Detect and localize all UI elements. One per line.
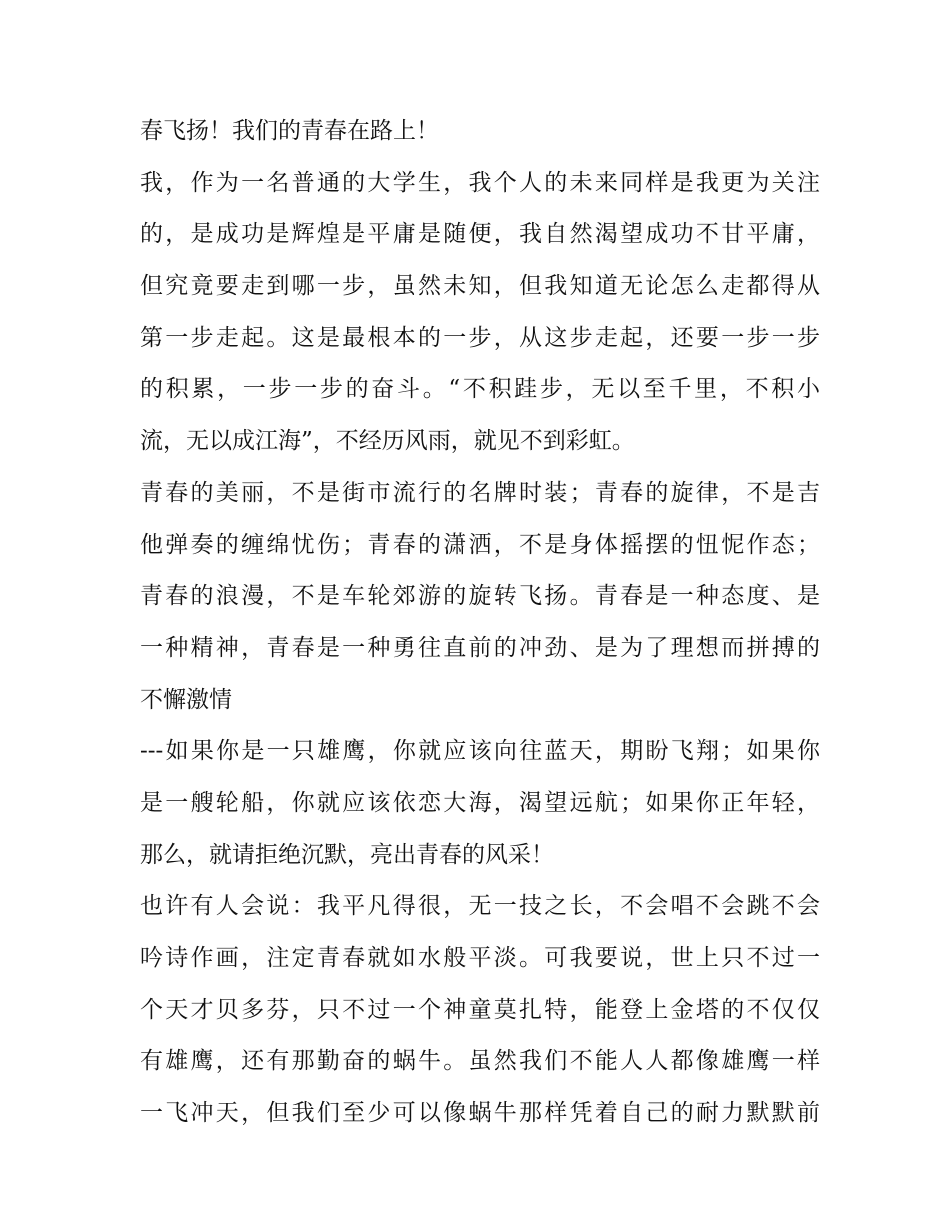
text-line: 那么，就请拒绝沉默，亮出青春的风采！ bbox=[140, 841, 554, 868]
text-line: 我，作为一名普通的大学生，我个人的未来同样是我更为关注 bbox=[140, 169, 820, 196]
text-line: 一飞冲天，但我们至少可以像蜗牛那样凭着自己的耐力默默前 bbox=[140, 1100, 820, 1127]
text-line: 是一艘轮船，你就应该依恋大海，渴望远航；如果你正年轻， bbox=[140, 789, 820, 816]
text-line: 个天才贝多芬，只不过一个神童莫扎特，能登上金塔的不仅仅 bbox=[140, 996, 820, 1023]
text-line: 春飞扬！我们的青春在路上！ bbox=[140, 118, 439, 144]
text-line: 青春的浪漫，不是车轮郊游的旋转飞扬。青春是一种态度、是 bbox=[140, 583, 820, 610]
text-line: 不懈激情 bbox=[140, 686, 232, 713]
text-line: 但究竟要走到哪一步，虽然未知，但我知道无论怎么走都得从 bbox=[140, 273, 820, 300]
text-line: 他弹奏的缠绵忧伤；青春的潇洒，不是身体摇摆的忸怩作态； bbox=[140, 531, 820, 558]
text-line: 流，无以成江海”，不经历风雨，就见不到彩虹。 bbox=[140, 428, 635, 455]
text-line: 的，是成功是辉煌是平庸是随便，我自然渴望成功不甘平庸， bbox=[140, 221, 820, 248]
text-line: 的积累，一步一步的奋斗。“不积跬步，无以至千里，不积小 bbox=[140, 376, 820, 403]
text-line: 青春的美丽，不是街市流行的名牌时装；青春的旋律，不是吉 bbox=[140, 479, 820, 506]
text-line: ---如果你是一只雄鹰，你就应该向往蓝天，期盼飞翔；如果你 bbox=[140, 738, 820, 765]
body-text bbox=[140, 106, 820, 1140]
text-line: 一种精神，青春是一种勇往直前的冲劲、是为了理想而拼搏的 bbox=[140, 634, 820, 661]
text-line: 第一步走起。这是最根本的一步，从这步走起，还要一步一步 bbox=[140, 324, 820, 351]
text-line: 吟诗作画，注定青春就如水般平淡。可我要说，世上只不过一 bbox=[140, 945, 820, 971]
text-line: 也许有人会说：我平凡得很，无一技之长，不会唱不会跳不会 bbox=[140, 893, 820, 920]
text-line: 有雄鹰，还有那勤奋的蜗牛。虽然我们不能人人都像雄鹰一样 bbox=[140, 1048, 820, 1075]
